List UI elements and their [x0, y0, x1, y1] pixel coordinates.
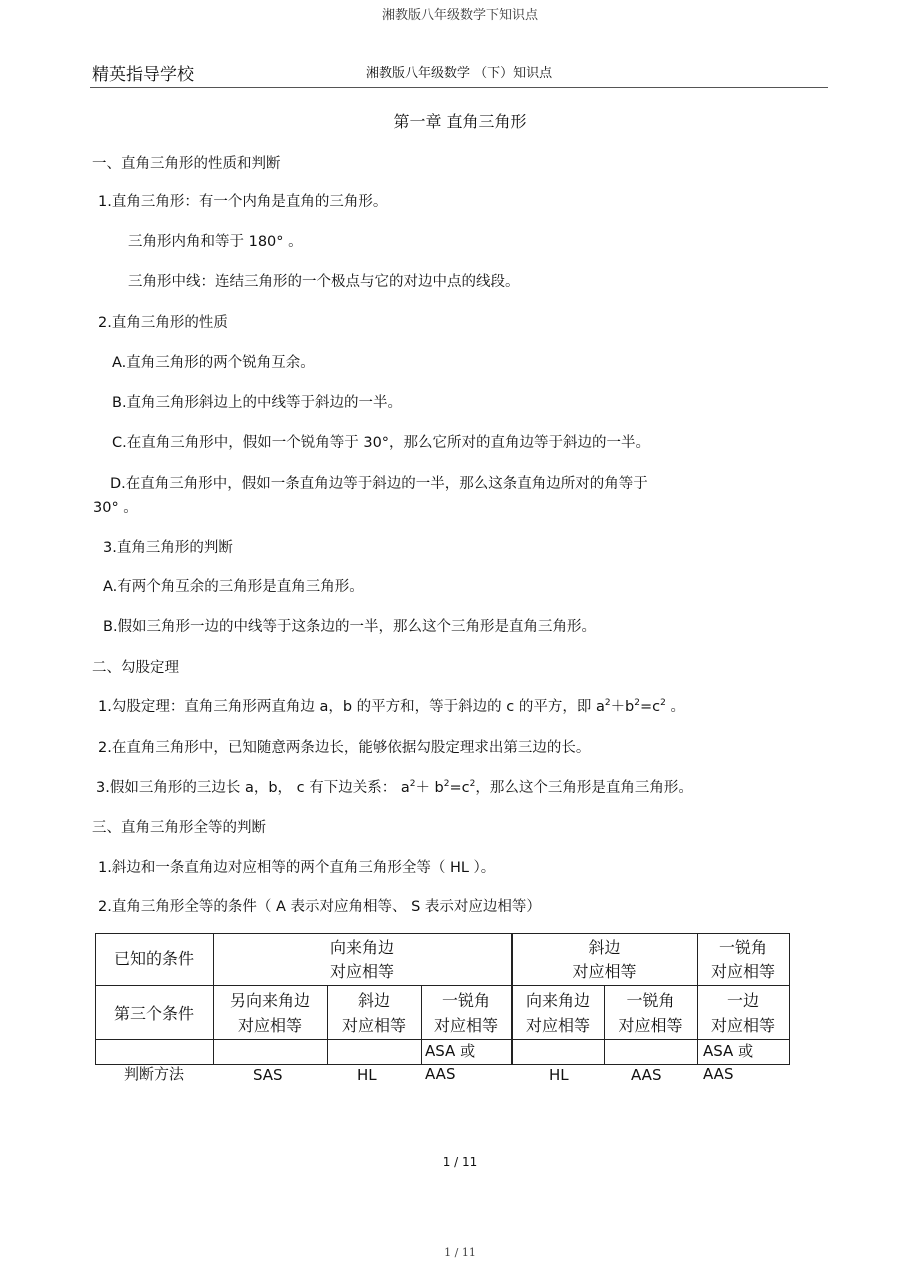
section1-heading: 一、直角三角形的性质和判断: [92, 156, 281, 172]
method-4: HL: [549, 1066, 569, 1084]
s1-p2c: C.在直角三角形中，假如一个锐角等于 30°，那么它所对的直角边等于斜边的一半。: [112, 435, 651, 451]
row2-label: 第三个条件: [113, 1004, 194, 1023]
method-3-line1: ASA 或: [425, 1042, 476, 1060]
method-6-line2: AAS: [703, 1065, 734, 1083]
s2-p1-sup2: 2: [634, 698, 641, 709]
table-border-top: [95, 933, 790, 934]
method-5: AAS: [631, 1066, 662, 1084]
s1-p2a: A.直角三角形的两个锐角互余。: [112, 355, 315, 371]
group2-line1: 斜边: [588, 938, 621, 957]
method-2: HL: [357, 1066, 377, 1084]
cond5-line1: 一锐角: [626, 991, 675, 1010]
section3-heading: 三、直角三角形全等的判断: [92, 820, 266, 836]
s3-p2: 2.直角三角形全等的条件（ A 表示对应角相等、 S 表示对应边相等）: [98, 899, 541, 915]
s2-p3: [96, 776, 693, 797]
page-number: 1 / 11: [442, 1155, 478, 1169]
s2-p1-sup3: 2: [660, 698, 666, 709]
s1-p2: 2.直角三角形的性质: [98, 315, 228, 331]
cond6-line2: 对应相等: [710, 1016, 775, 1035]
header-title: 湘教版八年级数学 （下）知识点: [366, 66, 553, 81]
method-3-line2: AAS: [425, 1065, 456, 1083]
s1-p3a: A.有两个角互余的三角形是直角三角形。: [103, 579, 364, 595]
s2-p1-c: =c: [640, 699, 661, 715]
header-rule: [90, 87, 828, 88]
s2-p3-sup3: 2: [469, 779, 476, 790]
group1-line1: 向来角边: [329, 938, 394, 957]
method-6-line1: ASA 或: [703, 1042, 754, 1060]
cond3-line2: 对应相等: [433, 1016, 498, 1035]
s2-p3-end: ，那么这个三角形是直角三角形。: [475, 780, 693, 796]
row3-label: 判断方法: [123, 1065, 184, 1083]
s1-p2d-line1: D.在直角三角形中，假如一条直角边等于斜边的一半，那么这条直角边所对的角等于: [110, 476, 648, 492]
s2-p1-text: 1.勾股定理：直角三角形两直角边 a，b 的平方和，等于斜边的 c 的平方，即 a: [98, 699, 605, 715]
s3-p1: 1.斜边和一条直角边对应相等的两个直角三角形全等（ HL ）。: [98, 860, 496, 876]
school-name: 精英指导学校: [92, 65, 194, 85]
table-rule-1: [95, 985, 790, 986]
document-title: 湘教版八年级数学下知识点: [381, 8, 538, 23]
s2-p3-sup2: 2: [443, 779, 450, 790]
s2-p1-b: ＋b: [610, 699, 635, 715]
cond2-line2: 对应相等: [341, 1016, 406, 1035]
chapter-title: 第一章 直角三角形: [393, 112, 527, 131]
cond4-line2: 对应相等: [525, 1016, 590, 1035]
cond5-line2: 对应相等: [618, 1016, 683, 1035]
s1-p2d-line2: 30° 。: [93, 500, 138, 516]
s1-p1b: 三角形中线：连结三角形的一个极点与它的对边中点的线段。: [128, 274, 520, 290]
section2-heading: 二、勾股定理: [92, 660, 179, 676]
s1-p1: 1.直角三角形：有一个内角是直角的三角形。: [98, 194, 388, 210]
group2-line2: 对应相等: [572, 962, 637, 981]
group1-line2: 对应相等: [329, 962, 394, 981]
method-1: SAS: [253, 1066, 283, 1084]
cond1-line1: 另向来角边: [229, 991, 310, 1010]
congruence-table: [95, 933, 790, 1084]
s1-p2b: B.直角三角形斜边上的中线等于斜边的一半。: [112, 395, 403, 411]
s2-p3-b: ＋ b: [415, 780, 444, 796]
row1-label: 已知的条件: [113, 949, 194, 968]
cond2-line1: 斜边: [357, 991, 390, 1010]
table-col-7: [789, 933, 790, 1064]
s2-p3-text: 3.假如三角形的三边长 a，b， c 有下边关系： a: [96, 780, 410, 796]
page-number-bottom: 1 / 11: [444, 1246, 476, 1259]
s2-p1-end: 。: [665, 699, 685, 715]
cond1-line2: 对应相等: [237, 1016, 302, 1035]
group3-line2: 对应相等: [710, 962, 775, 981]
s2-p3-sup1: 2: [409, 779, 416, 790]
s1-p3b: B.假如三角形一边的中线等于这条边的一半，那么这个三角形是直角三角形。: [103, 619, 597, 635]
group3-line1: 一锐角: [718, 938, 767, 957]
cond6-line1: 一边: [726, 991, 759, 1010]
s2-p1-sup1: 2: [604, 698, 611, 709]
s2-p3-c: =c: [449, 780, 470, 796]
s1-p3: 3.直角三角形的判断: [103, 540, 233, 556]
s2-p1: [98, 695, 685, 716]
s1-p1a: 三角形内角和等于 180° 。: [128, 234, 303, 250]
cond4-line1: 向来角边: [525, 991, 590, 1010]
cond3-line1: 一锐角: [441, 991, 490, 1010]
s2-p2: 2.在直角三角形中，已知随意两条边长，能够依据勾股定理求出第三边的长。: [98, 740, 591, 756]
